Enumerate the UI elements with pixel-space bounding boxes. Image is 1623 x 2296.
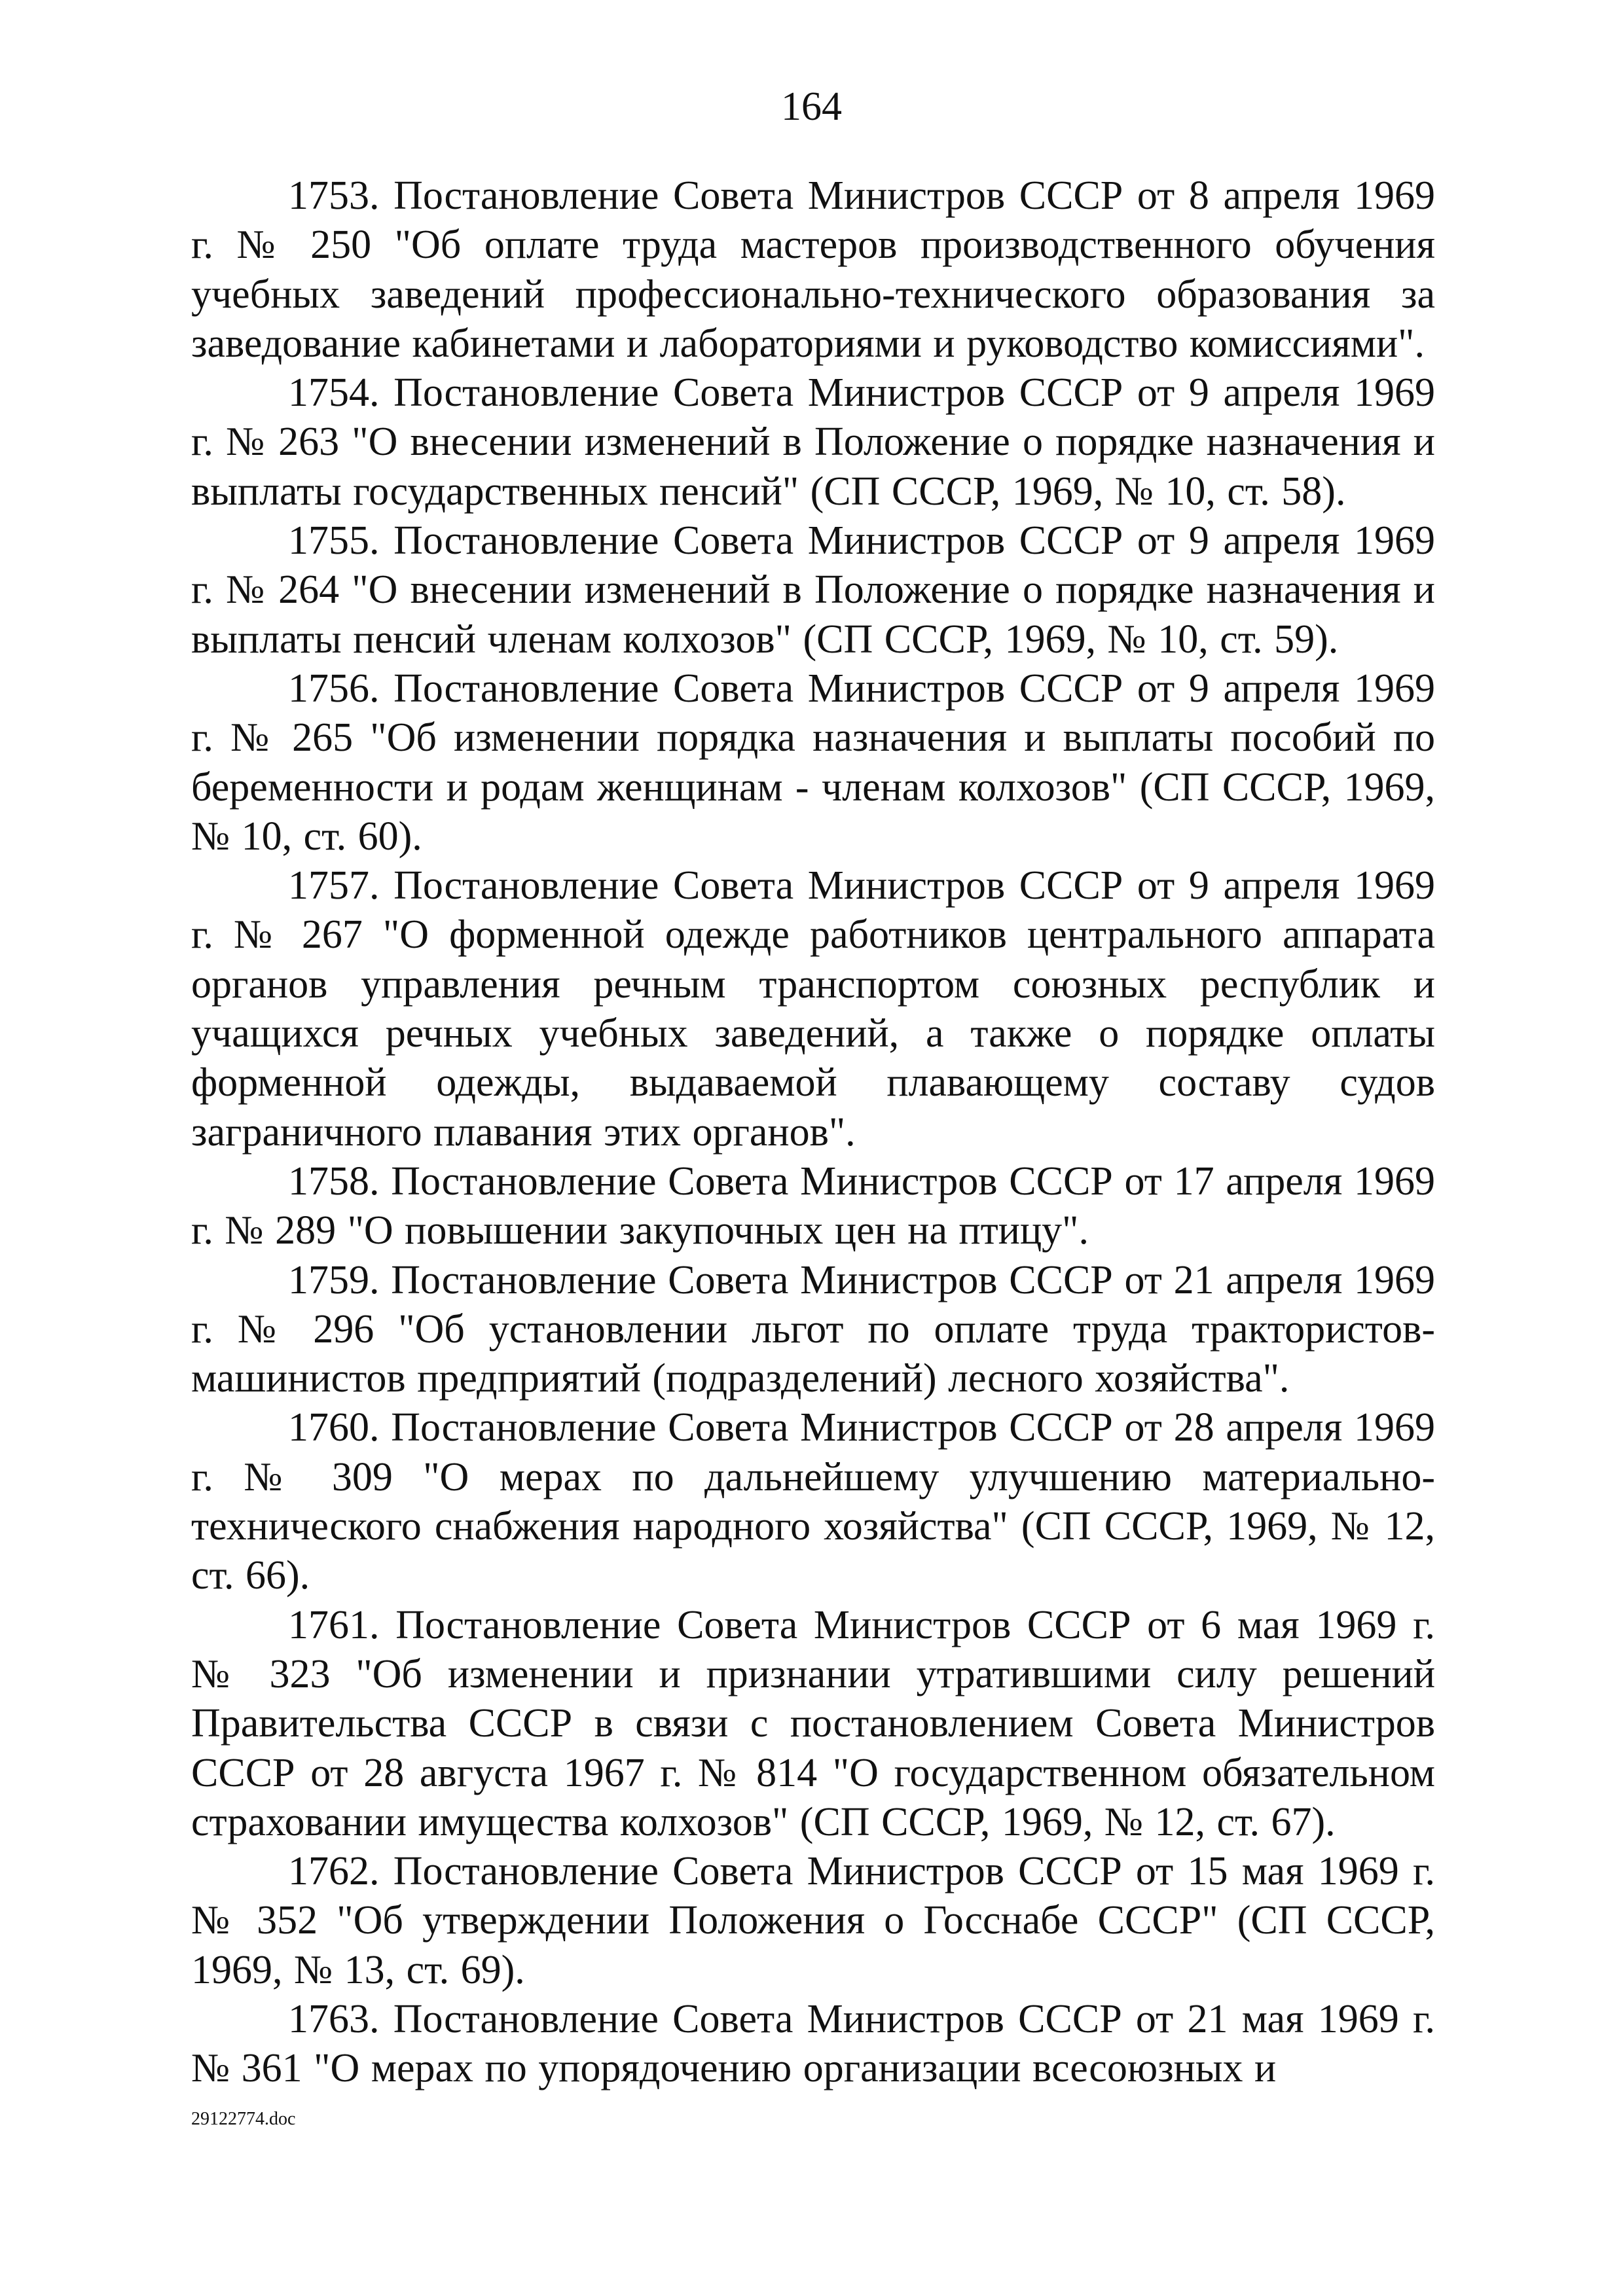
entry-text: Постановление Совета Министров СССР от 17 апреля 1969 г. № 289 "О повышении закупочных цен на птицу".: [191, 1158, 1436, 1253]
entry-number: 1762.: [288, 1849, 380, 1894]
list-item: [191, 1847, 1435, 1995]
entry-text: Постановление Совета Министров СССР от 9 апреля 1969 г. № 263 "О внесении изменений в Положение о порядке назначения и выплаты государственных пенсий" (СП СССР, 1969, № 10, ст. 58).: [191, 370, 1436, 514]
entry-number: 1760.: [288, 1405, 380, 1450]
list-item: [191, 1995, 1435, 2094]
entry-number: 1754.: [288, 370, 380, 416]
list-item: [191, 1256, 1435, 1404]
entry-number: 1753.: [288, 173, 380, 218]
list-item: [191, 861, 1435, 1157]
entry-number: 1761.: [288, 1602, 380, 1647]
entry-text: Постановление Совета Министров СССР от 9 апреля 1969 г. № 265 "Об изменении порядка назначения и выплаты пособий по беременности и родам женщинам - членам колхозов" (СП СССР, 1969, № 10, ст. 60).: [191, 666, 1436, 859]
entry-number: 1755.: [288, 518, 380, 564]
entry-text: Постановление Совета Министров СССР от 15 мая 1969 г. № 352 "Об утверждении Положения о Госснабе СССР" (СП СССР, 1969, № 13, ст. 69).: [191, 1849, 1435, 1992]
list-item: [191, 1157, 1435, 1256]
entry-number: 1759.: [288, 1257, 380, 1302]
entry-text: Постановление Совета Министров СССР от 9 апреля 1969 г. № 264 "О внесении изменений в Положение о порядке назначения и выплаты пенсий членам колхозов" (СП СССР, 1969, № 10, ст. 59).: [191, 518, 1436, 662]
list-item: [191, 171, 1435, 368]
footer-filename: 29122774.doc: [191, 2109, 296, 2129]
entry-text: Постановление Совета Министров СССР от 21 мая 1969 г. № 361 "О мерах по упорядочению организации всесоюзных и: [191, 1996, 1435, 2091]
list-item: [191, 1601, 1435, 1847]
entry-number: 1757.: [288, 863, 380, 908]
document-body: [191, 171, 1435, 2094]
list-item: [191, 368, 1435, 516]
entry-text: Постановление Совета Министров СССР от 9 апреля 1969 г. № 267 "О форменной одежде работников центрального аппарата органов управления речным транспортом союзных республик и учащихся речных учебных заведений, а также о порядке оплаты форменной одежды, выдаваемой плавающему составу судов заграничного плавания этих органов".: [191, 863, 1436, 1155]
entry-text: Постановление Совета Министров СССР от 21 апреля 1969 г. № 296 "Об установлении льгот по оплате труда трактористов-машинистов предприятий (подразделений) лесного хозяйства".: [191, 1257, 1436, 1401]
list-item: [191, 1403, 1435, 1600]
entry-text: Постановление Совета Министров СССР от 28 апреля 1969 г. № 309 "О мерах по дальнейшему улучшению материально-технического снабжения народного хозяйства" (СП СССР, 1969, № 12, ст. 66).: [191, 1405, 1436, 1598]
list-item: [191, 516, 1435, 664]
page-number: 164: [781, 84, 842, 129]
list-item: [191, 664, 1435, 861]
entry-number: 1758.: [288, 1158, 380, 1204]
entry-text: Постановление Совета Министров СССР от 8 апреля 1969 г. № 250 "Об оплате труда мастеров производственного обучения учебных заведений профессионально-технического образования за заведование кабинетами и лабораториями и руководство комиссиями".: [191, 173, 1436, 366]
entry-number: 1756.: [288, 666, 380, 711]
entry-text: Постановление Совета Министров СССР от 6 мая 1969 г. № 323 "Об изменении и признании утратившими силу решений Правительства СССР в связи с постановлением Совета Министров СССР от 28 августа 1967 г. № 814 "О государственном обязательном страховании имущества колхозов" (СП СССР, 1969, № 12, ст. 67).: [191, 1602, 1436, 1844]
entry-number: 1763.: [288, 1996, 380, 2041]
